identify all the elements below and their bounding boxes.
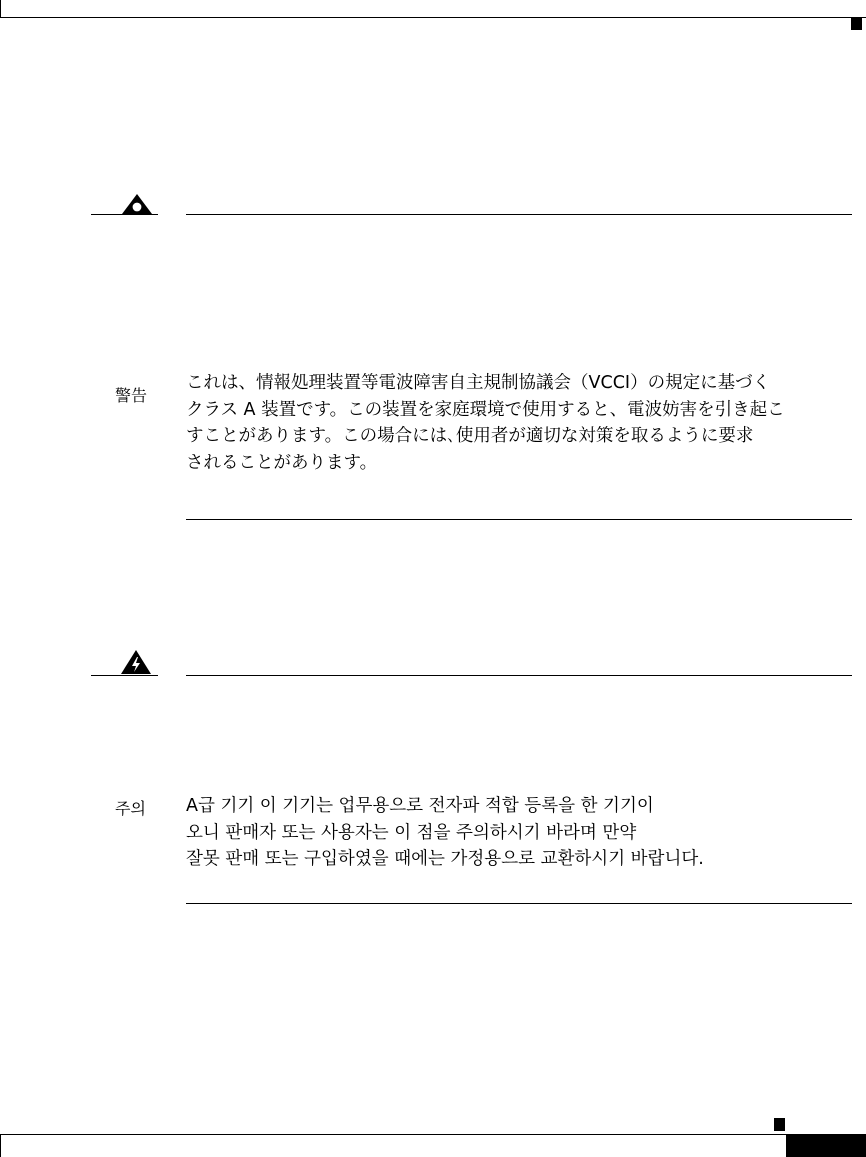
bottom-rule xyxy=(0,1134,866,1135)
warning-line: これは、情報処理装置等電波障害自主規制協議会（VCCI）の規定に基づく xyxy=(186,373,771,393)
caution-top-rule xyxy=(186,675,852,676)
warning-line: クラス A 装置です。この装置を家庭環境で使用すると、電波妨害を引き起こ xyxy=(186,399,785,420)
caution-line: A급 기기 이 기기는 업무용으로 전자파 적합 등록을 한 기기이 xyxy=(186,796,654,816)
top-right-marker xyxy=(851,17,862,30)
caution-label: 주의 xyxy=(115,799,146,818)
electrical-hazard-icon xyxy=(120,649,152,675)
warning-triangle-icon xyxy=(121,193,153,215)
warning-text xyxy=(186,370,852,477)
caution-bottom-rule xyxy=(186,903,852,904)
warning-top-rule xyxy=(186,214,852,215)
caution-text xyxy=(186,793,852,873)
warning-label: 警告 xyxy=(115,386,148,405)
top-rule xyxy=(0,17,866,18)
page-tab xyxy=(786,1134,866,1157)
warning-icon-rule xyxy=(91,214,158,215)
bottom-marker xyxy=(774,1118,785,1131)
caution-line: 오니 판매자 또는 사용자는 이 점을 주의하시기 바라며 만약 xyxy=(186,822,637,843)
warning-line: されることがあります。 xyxy=(186,453,378,474)
caution-icon-rule xyxy=(91,675,158,676)
bottom-left-tick xyxy=(0,1134,1,1157)
top-left-tick xyxy=(0,0,1,18)
warning-bottom-rule xyxy=(186,519,852,520)
warning-line: すことがあります。この場合には､使用者が適切な対策を取るように要求 xyxy=(186,426,754,447)
caution-line: 잘못 판매 또는 구입하였을 때에는 가정용으로 교환하시기 바랍니다. xyxy=(186,849,704,870)
